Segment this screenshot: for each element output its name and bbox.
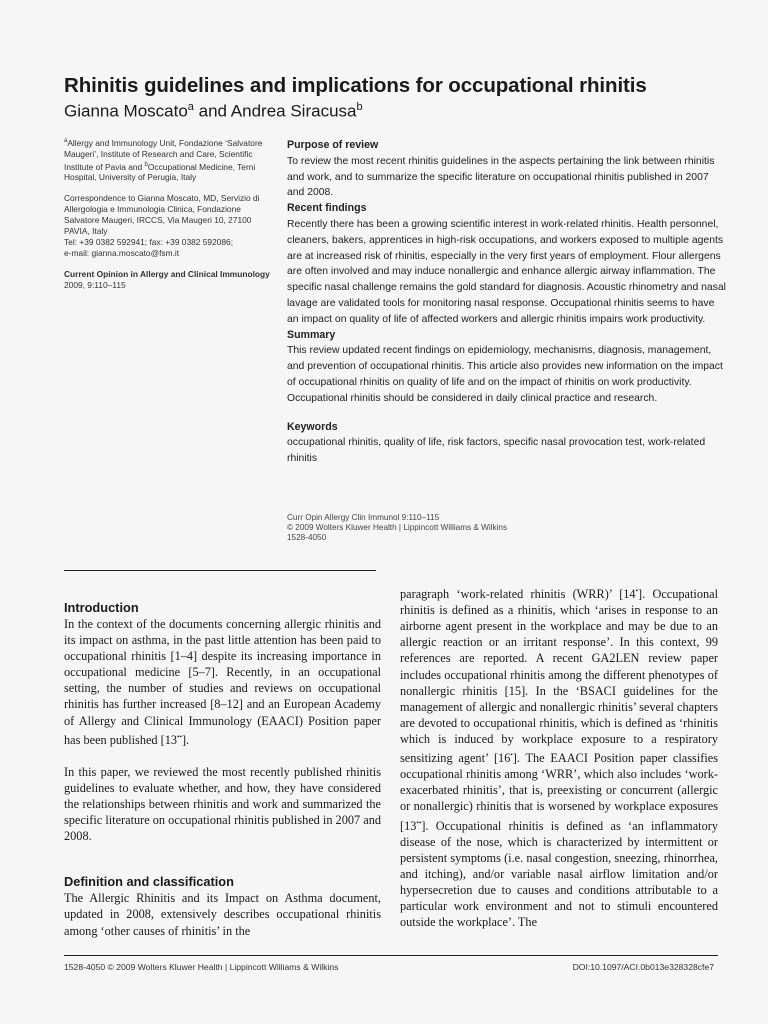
- journal-name: Current Opinion in Allergy and Clinical Immunology: [64, 268, 270, 279]
- purpose-heading: Purpose of review: [287, 139, 379, 151]
- footer-doi: DOI:10.1097/ACI.0b013e328328cfe7: [572, 962, 714, 972]
- author-separator: and: [193, 101, 231, 121]
- citation-mark: •: [635, 587, 639, 595]
- affiliation-b: Occupational Medicine, Terni Hospital, University of Perugia, Italy: [64, 161, 256, 183]
- definition-paragraph-1: The Allergic Rhinitis and its Impact on Asthma document, updated in 2008, extensively describes occupational rhinitis among ‘other causes of rhinitis’ in the: [64, 891, 381, 938]
- definition-heading: Definition and classification: [64, 874, 234, 890]
- citation-block: [287, 513, 587, 544]
- introduction-paragraph-1: [64, 616, 381, 748]
- keywords-heading: Keywords: [287, 420, 338, 433]
- spacer: [64, 748, 381, 764]
- affiliation-sidebar: [64, 136, 274, 300]
- body-column-right: [400, 583, 718, 930]
- introduction-paragraph-2: In this paper, we reviewed the most recently published rhinitis guidelines to evaluate whether, and how, they have considered the relationships between rhinitis and work and summarized the specific literature on occupational rhinitis published in 2007 and 2008.: [64, 764, 381, 844]
- citation-mark: ••: [177, 732, 182, 741]
- affiliation-mark: b: [144, 161, 148, 168]
- findings-text: Recently there has been a growing scientific interest in work-related rhinitis. Health personnel, cleaners, bakers, apprentices in high-risk occupations, and workers exposed to multiple agents are at increased risk of rhinitis, especially in the very first years of employment. Flour allergens are often involved and may induce nonallergic and enhance allergic airway inflammation. The specific nasal challenge remains the gold standard for diagnosis. Acoustic rhinometry and nasal lavage are validated tools for monitoring nasal response. Occupational rhinitis seems to have an impact on quality of life of affected workers and allergic rhinitis impairs work productivity.: [287, 218, 726, 325]
- journal-reference: [64, 269, 274, 291]
- purpose-text: To review the most recent rhinitis guidelines in the aspects pertaining the link between rhinitis and work, and to summarize the specific literature on occupational rhinitis published in 2007 and 2008.: [287, 155, 715, 199]
- author-name: Gianna Moscato: [64, 101, 188, 121]
- author-affiliation-mark: b: [356, 101, 363, 113]
- text-run: ]. Occupational rhinitis is defined as ‘an inflammatory disease of the nose, which is characterized by intermittent or persistent symptoms (i.e. nasal congestion, sneezing, rhinorrhea, and itching), and/or variable nasal airflow limitation and/or hypersecretion due to causes and conditions attributable to a particular work environment and not to stimuli encountered outside the workplace’. The: [400, 818, 718, 930]
- keywords-text: occupational rhinitis, quality of life, risk factors, specific nasal provocation test, work-related rhinitis: [287, 437, 706, 465]
- author-line: [64, 96, 744, 123]
- citation-copyright: © 2009 Wolters Kluwer Health | Lippincott Williams & Wilkins: [287, 523, 508, 533]
- correspondence-address: Correspondence to Gianna Moscato, MD, Servizio di Allergologia e Immunologia Clinica, Fondazione Salvatore Maugeri, IRCCS, Via Maugeri 10, 27100 PAVIA, Italy: [64, 193, 260, 236]
- body-column-left: [64, 600, 381, 939]
- affiliation-a: Allergy and Immunology Unit, Fondazione ‘Salvatore Maugeri’, Institute of Research and Care, Scientific Institute of Pavia and: [64, 137, 263, 172]
- findings-heading: Recent findings: [287, 202, 367, 215]
- text-run: ]. Occupational rhinitis is defined as a rhinitis, which ‘arises in response to an airborne agent present in the workplace and may be due to an allergic reaction or an irritant response’. In this context, 99 references are reported. A recent GA2LEN review paper includes occupational rhinitis among the different phenotypes of nonallergic rhinitis [15]. In the ‘BSACI guidelines for the management of allergic and nonallergic rhinitis’ several chapters are devoted to occupational rhinitis, which is defined as ‘rhinitis which is induced by workplace exposure to a respiratory sensitizing agent’ [16: [400, 587, 718, 766]
- text-run: ].: [181, 732, 190, 747]
- citation-mark: •: [510, 751, 513, 760]
- text-run: In the context of the documents concerning allergic rhinitis and its impact on asthma, in the past little attention has been paid to occupational rhinitis [1–4] despite its increasing importance in occupational medicine [5–7]. Recently, in an occupational setting, the number of studies and reviews on occupational rhinitis has further increased [8–12] and an European Academy of Allergy and Clinical Immunology (EAACI) Position paper has been published [13: [64, 617, 381, 747]
- introduction-heading: Introduction: [64, 600, 139, 615]
- text-run: ]. The EAACI Position paper classifies occupational rhinitis among ‘WRR’, which also includes ‘work-exacerbated rhinitis’, that is, preexisting or concurrent (allergic or nonallergic) rhinitis that is worsened by workplace exposures [13: [400, 751, 718, 833]
- correspondence-tel: Tel: +39 0382 592941; fax: +39 0382 592086;: [64, 236, 234, 247]
- correspondence: [64, 193, 274, 258]
- author-name: Andrea Siracusa: [230, 101, 357, 121]
- author-affiliation-mark: a: [187, 101, 194, 113]
- text-run: paragraph ‘work-related rhinitis (WRR)’ [14: [400, 587, 636, 602]
- summary-text: This review updated recent findings on epidemiology, mechanisms, diagnosis, management, and prevention of occupational rhinitis. This article also provides new information on the impact of occupational rhinitis on quality of life and on the impact of rhinitis on work productivity. Occupational rhinitis should be considered in daily clinical practice and research.: [287, 345, 723, 404]
- affiliation-mark: a: [64, 138, 68, 144]
- journal-issue: 2009, 9:110–115: [64, 279, 126, 290]
- footer-copyright: 1528-4050 © 2009 Wolters Kluwer Health | Lippincott Williams & Wilkins: [64, 962, 339, 972]
- footer-divider: [64, 955, 718, 956]
- section-divider: [64, 570, 376, 571]
- summary-heading: Summary: [287, 328, 336, 341]
- citation-journal: Curr Opin Allergy Clin Immunol 9:110–115: [287, 513, 440, 522]
- spacer: [64, 844, 381, 874]
- correspondence-email: e-mail: gianna.moscato@fsm.it: [64, 247, 180, 258]
- definition-paragraph-continued: [400, 583, 718, 930]
- affiliations: [64, 136, 274, 183]
- citation-mark: ••: [416, 818, 422, 827]
- abstract: [287, 138, 727, 467]
- paper-title: Rhinitis guidelines and implications for occupational rhinitis: [64, 74, 647, 97]
- citation-issn: 1528-4050: [287, 533, 327, 543]
